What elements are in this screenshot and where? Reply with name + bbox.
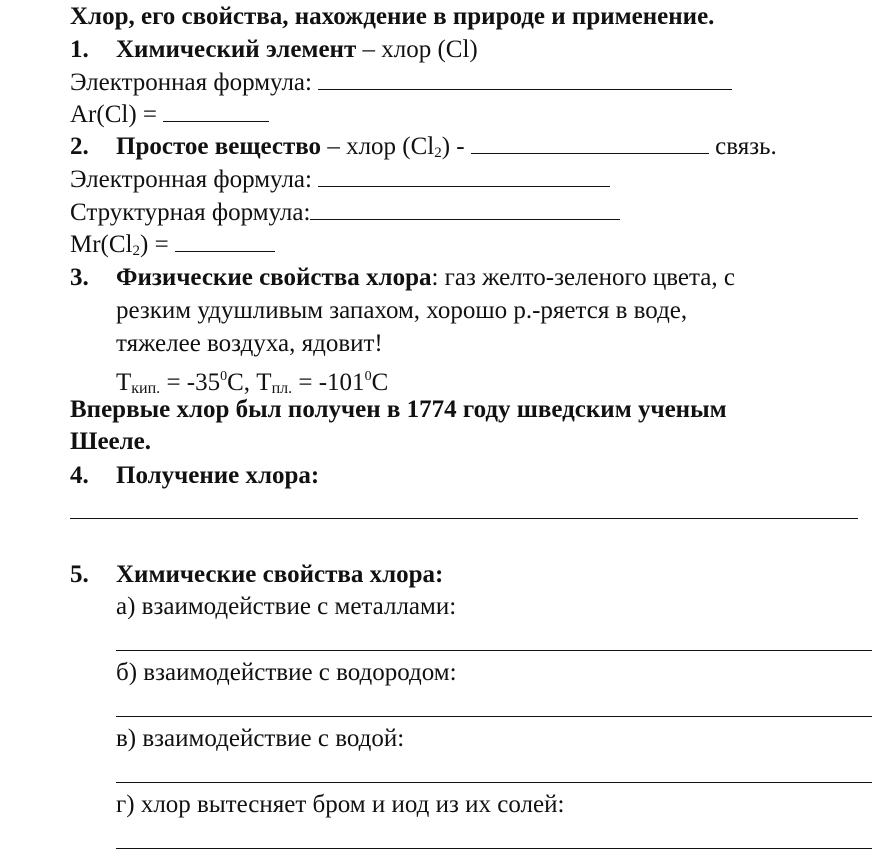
t-boil-sub: кип.: [131, 380, 161, 397]
mr-label-a: Mr(Cl: [70, 231, 133, 258]
item-a-answer-line[interactable]: [116, 650, 872, 651]
celsius-2: С: [371, 369, 389, 396]
section-5-heading: [70, 558, 443, 591]
electron-formula-label-2: Электронная формула:: [70, 166, 312, 193]
electron-formula-blank-1[interactable]: [318, 67, 732, 90]
t-boil-symbol: T: [116, 369, 132, 396]
t-melt-value: = -101: [292, 369, 365, 396]
mr-blank[interactable]: [175, 229, 275, 252]
ar-label: Ar(Cl) =: [70, 101, 157, 128]
structural-formula-label: Структурная формула:: [70, 199, 311, 226]
section-2-sub: 2: [434, 145, 442, 161]
section-3-heading: [70, 261, 735, 294]
t-boil-value: = -35: [160, 369, 221, 396]
item-b-hydrogen: б) взаимодействие с водородом:: [116, 659, 457, 686]
item-v-water: в) взаимодействие с водой:: [116, 725, 405, 752]
structural-formula-line: [70, 196, 620, 229]
electron-formula-blank-2[interactable]: [318, 164, 610, 187]
section-2-bold: Простое вещество: [116, 133, 322, 160]
section-2-number: 2.: [70, 133, 89, 160]
section-5-bold: Химические свойства хлора:: [116, 561, 444, 588]
item-v-answer-line[interactable]: [116, 782, 872, 783]
item-g-answer-line[interactable]: [116, 848, 872, 849]
structural-formula-blank[interactable]: [310, 197, 620, 220]
degree-2: 0: [364, 369, 372, 384]
section-3-number: 3.: [70, 264, 89, 291]
section-1-bold: Химический элемент: [116, 36, 357, 63]
section-2-rest-a: – хлор (Cl: [321, 133, 435, 160]
page-title: Хлор, его свойства, нахождение в природе и применение.: [70, 3, 715, 30]
bond-label: связь.: [715, 133, 777, 160]
section-5-number: 5.: [70, 561, 89, 588]
section-2-rest-b: ) -: [441, 133, 465, 160]
ar-blank[interactable]: [163, 99, 269, 122]
fact-line-1: Впервые хлор был получен в 1774 году шведским ученым: [70, 396, 727, 423]
section-1-number: 1.: [70, 36, 89, 63]
section-1-rest: – хлор (Cl): [356, 36, 478, 63]
item-b-answer-line[interactable]: [116, 716, 872, 717]
celsius-and-t-melt: С, Т: [227, 369, 272, 396]
t-melt-sub: пл.: [271, 380, 293, 397]
item-g-halogen-displacement: г) хлор вытесняет бром и иод из их солей:: [116, 791, 565, 818]
mr-label-b: ) =: [140, 231, 169, 258]
item-a-metals: а) взаимодействие с металлами:: [116, 593, 457, 620]
section-3-line-2: резким удушливым запахом, хорошо р.-ряется в воде,: [116, 297, 688, 324]
section-4-heading: [70, 459, 319, 492]
section-3-line-1: : газ желто-зеленого цвета, с: [431, 264, 735, 291]
section-3-bold: Физические свойства хлора: [116, 264, 432, 291]
bond-type-blank[interactable]: [471, 131, 709, 154]
section-4-bold: Получение хлора:: [116, 462, 320, 489]
electron-formula-label-1: Электронная формула:: [70, 69, 312, 96]
fact-line-2: Шееле.: [70, 428, 152, 455]
electron-formula-line-1: [70, 66, 732, 99]
ar-line: [70, 98, 269, 131]
electron-formula-line-2: [70, 163, 610, 196]
section-1-heading: [70, 33, 478, 66]
mr-sub: 2: [132, 243, 140, 259]
section-4-answer-line[interactable]: [70, 518, 858, 519]
section-4-number: 4.: [70, 462, 89, 489]
degree-1: 0: [220, 369, 228, 384]
section-3-line-3: тяжелее воздуха, ядовит!: [116, 330, 383, 357]
